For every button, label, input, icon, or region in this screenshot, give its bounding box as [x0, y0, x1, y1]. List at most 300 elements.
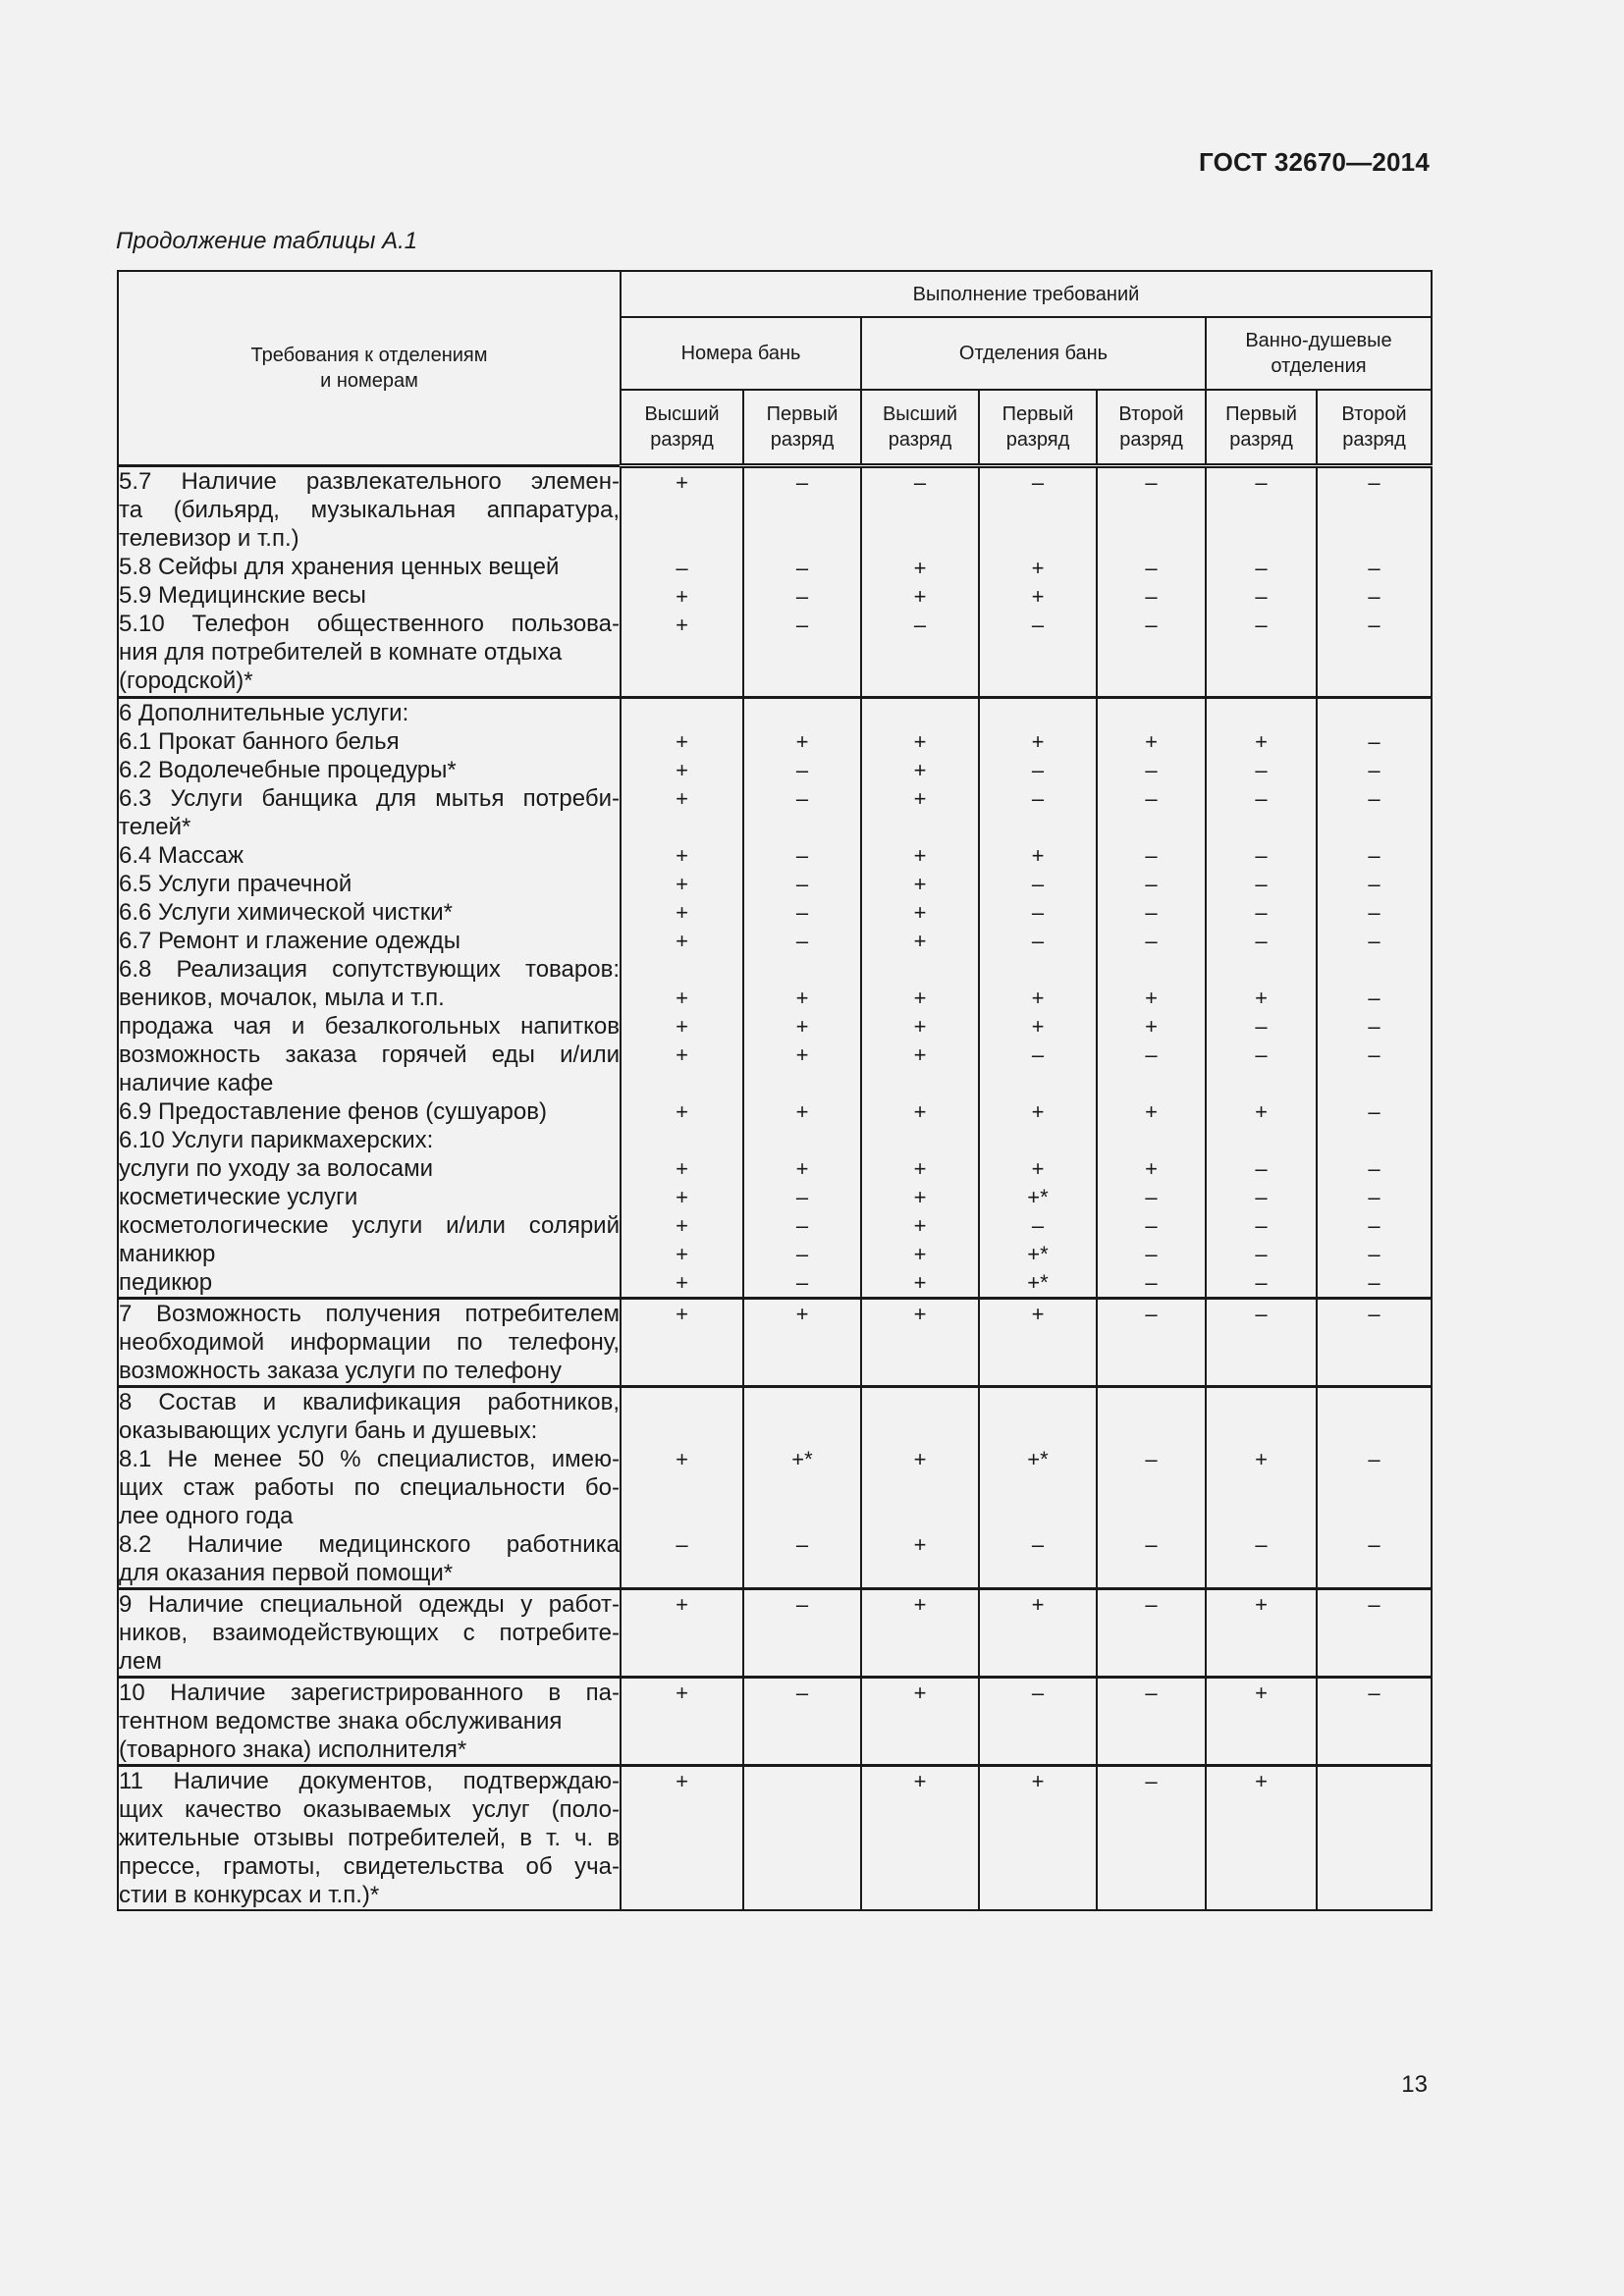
value-mark: –	[1145, 786, 1158, 811]
requirement-line: жительные отзывы потребителей, в т. ч. в	[119, 1825, 620, 1851]
value-mark	[980, 1707, 1096, 1735]
column-header-line: Второй	[1341, 403, 1407, 425]
value-mark: –	[1031, 1681, 1045, 1705]
requirement-line: 6.3 Услуги банщика для мытья потреби-	[119, 785, 620, 812]
column-header-line: Высший	[882, 403, 958, 425]
value-mark: +	[1031, 556, 1045, 580]
value-mark: –	[1145, 1302, 1158, 1326]
requirement-line: тентном ведомстве знака обслуживания	[119, 1708, 563, 1735]
value-mark: –	[913, 613, 927, 637]
value-mark: +	[913, 872, 927, 896]
value-mark	[1318, 667, 1431, 696]
value-mark	[862, 1416, 978, 1445]
value-mark: –	[1145, 1185, 1158, 1209]
value-mark: –	[1255, 1042, 1268, 1067]
requirement-cell	[118, 466, 621, 698]
value-mark: –	[1255, 584, 1268, 609]
value-cell	[621, 698, 743, 1299]
value-mark: –	[1255, 900, 1268, 925]
value-mark	[622, 1328, 742, 1357]
value-mark: –	[1145, 556, 1158, 580]
value-mark: –	[1255, 872, 1268, 896]
value-mark: +	[676, 1099, 688, 1124]
value-mark	[980, 1619, 1096, 1647]
value-mark	[862, 813, 978, 841]
value-mark	[980, 699, 1096, 727]
requirement-line: возможность заказа горячей еды и/или	[119, 1041, 620, 1068]
value-mark	[1098, 525, 1205, 554]
group-header-bath-rooms	[621, 317, 861, 390]
requirement-line: 6.7 Ремонт и глажение одежды	[119, 928, 461, 954]
value-cell	[743, 1678, 861, 1766]
value-mark	[862, 1126, 978, 1154]
value-mark: –	[1368, 729, 1380, 754]
value-mark: –	[1145, 900, 1158, 925]
value-mark	[1318, 1416, 1431, 1445]
value-mark	[1207, 639, 1316, 667]
value-mark: –	[795, 1681, 809, 1705]
value-mark	[1207, 1795, 1316, 1824]
column-header-line: Первый	[766, 403, 839, 425]
value-cell	[1206, 466, 1317, 698]
column-header-line: разряд	[1005, 429, 1070, 451]
value-mark	[1098, 699, 1205, 727]
value-mark: +	[913, 786, 927, 811]
value-mark	[980, 1069, 1096, 1097]
column-header-line: Первый	[1225, 403, 1297, 425]
value-cell	[621, 1766, 743, 1911]
value-mark: +	[676, 872, 688, 896]
value-cell	[621, 1678, 743, 1766]
value-mark	[1207, 1735, 1316, 1764]
value-mark: –	[1368, 786, 1380, 811]
value-cell	[1206, 1766, 1317, 1911]
value-mark	[622, 955, 742, 984]
value-mark: +	[913, 1270, 927, 1295]
value-mark: –	[1255, 1270, 1268, 1295]
value-mark: –	[1368, 584, 1380, 609]
value-mark	[1318, 1328, 1431, 1357]
column-header-line: Высший	[644, 403, 720, 425]
value-mark	[862, 1502, 978, 1530]
value-mark: +	[913, 1447, 927, 1471]
value-mark	[980, 667, 1096, 696]
column-header-line: Второй	[1118, 403, 1184, 425]
value-mark	[622, 1647, 742, 1676]
column-header	[979, 390, 1097, 466]
value-mark: –	[1255, 1242, 1268, 1266]
value-mark: +	[676, 1185, 688, 1209]
value-mark: +	[913, 1681, 927, 1705]
value-mark: –	[1368, 1242, 1380, 1266]
value-mark	[744, 955, 860, 984]
value-mark: +	[1031, 986, 1045, 1010]
value-mark	[1318, 699, 1431, 727]
value-mark: +*	[1027, 1185, 1049, 1209]
value-mark	[1207, 1357, 1316, 1385]
value-mark	[980, 1473, 1096, 1502]
value-mark	[744, 1735, 860, 1764]
value-cell	[621, 1299, 743, 1387]
value-mark: –	[1368, 1681, 1380, 1705]
value-cell	[1317, 466, 1432, 698]
value-mark: +	[913, 1185, 927, 1209]
value-mark	[622, 1416, 742, 1445]
requirement-line: веников, мочалок, мыла и т.п.	[119, 985, 445, 1011]
value-mark	[622, 1388, 742, 1416]
requirement-cell	[118, 1766, 621, 1911]
value-mark	[1318, 1647, 1431, 1676]
value-mark: –	[1255, 843, 1268, 868]
group-header-line: Номера бань	[680, 343, 801, 364]
value-mark: +	[676, 1270, 688, 1295]
table-row	[118, 1678, 1432, 1766]
requirement-line: стии в конкурсах и т.п.)*	[119, 1882, 380, 1908]
requirement-line: возможность заказа услуги по телефону	[119, 1358, 562, 1384]
value-mark: +	[676, 1213, 688, 1238]
value-mark: +*	[1027, 1242, 1049, 1266]
value-cell	[1206, 1589, 1317, 1678]
value-mark: +	[1031, 1302, 1045, 1326]
value-mark	[1098, 497, 1205, 525]
value-mark	[744, 1824, 860, 1852]
value-mark	[744, 1647, 860, 1676]
value-mark: –	[1255, 1213, 1268, 1238]
value-mark	[1098, 1473, 1205, 1502]
value-mark: –	[1368, 1532, 1380, 1557]
value-cell	[1097, 1589, 1206, 1678]
value-mark	[622, 1473, 742, 1502]
value-mark: –	[795, 1185, 809, 1209]
value-mark	[862, 1559, 978, 1587]
value-mark	[622, 1795, 742, 1824]
value-mark: +	[676, 843, 688, 868]
value-mark	[622, 1707, 742, 1735]
value-mark	[622, 667, 742, 696]
value-mark: +	[913, 758, 927, 782]
value-mark: –	[795, 929, 809, 953]
value-mark	[1098, 1502, 1205, 1530]
value-mark: +	[913, 556, 927, 580]
requirement-cell	[118, 1589, 621, 1678]
value-mark	[744, 1795, 860, 1824]
requirement-line: 5.10 Телефон общественного пользова-	[119, 611, 620, 637]
value-cell	[1097, 1387, 1206, 1589]
value-mark: +	[1031, 1014, 1045, 1039]
value-mark	[980, 813, 1096, 841]
value-mark	[1098, 639, 1205, 667]
value-mark: –	[1031, 613, 1045, 637]
value-mark: +	[676, 929, 688, 953]
value-mark	[862, 1824, 978, 1852]
group-header-line: отделения	[1271, 355, 1367, 377]
value-mark	[980, 1416, 1096, 1445]
value-mark: +	[1031, 1769, 1045, 1793]
requirement-line: 6.10 Услуги парикмахерских:	[119, 1127, 434, 1153]
value-mark: –	[795, 1242, 809, 1266]
value-mark	[744, 1559, 860, 1587]
value-mark: +	[913, 1213, 927, 1238]
value-mark: –	[1031, 900, 1045, 925]
value-cell	[1097, 1678, 1206, 1766]
value-mark: +	[1031, 1592, 1045, 1617]
value-mark	[744, 667, 860, 696]
value-mark	[862, 525, 978, 554]
value-mark: +	[676, 758, 688, 782]
value-mark: +	[676, 613, 688, 637]
value-mark: +	[676, 1681, 688, 1705]
value-mark	[744, 699, 860, 727]
value-mark	[862, 667, 978, 696]
value-mark: +	[1031, 1156, 1045, 1181]
value-mark: +	[1031, 584, 1045, 609]
value-cell	[979, 698, 1097, 1299]
value-mark	[744, 1473, 860, 1502]
value-mark: +	[795, 1014, 809, 1039]
value-mark: +	[913, 729, 927, 754]
value-mark	[862, 639, 978, 667]
value-mark: +	[1255, 1681, 1268, 1705]
value-mark	[1207, 813, 1316, 841]
table-row	[118, 1766, 1432, 1911]
value-mark	[980, 1126, 1096, 1154]
value-mark	[862, 1647, 978, 1676]
value-mark	[1318, 525, 1431, 554]
value-mark: –	[1145, 470, 1158, 495]
value-mark: –	[795, 1592, 809, 1617]
value-cell	[743, 698, 861, 1299]
value-mark: –	[1255, 1532, 1268, 1557]
value-mark: –	[795, 556, 809, 580]
value-mark: –	[1368, 1014, 1380, 1039]
value-mark: +	[1255, 986, 1268, 1010]
value-mark	[1207, 1852, 1316, 1881]
value-mark: –	[795, 613, 809, 637]
value-cell	[861, 1387, 979, 1589]
value-mark	[1318, 1824, 1431, 1852]
column-header	[743, 390, 861, 466]
requirement-line: та (бильярд, музыкальная аппаратура,	[119, 497, 620, 523]
value-mark	[1207, 525, 1316, 554]
value-mark: –	[1031, 1042, 1045, 1067]
value-mark: –	[1145, 1769, 1158, 1793]
value-mark	[744, 1502, 860, 1530]
requirement-line: 5.9 Медицинские весы	[119, 582, 366, 609]
requirements-header-line: Требования к отделениям	[250, 345, 488, 366]
value-cell	[1317, 1589, 1432, 1678]
value-mark: +	[795, 1302, 809, 1326]
group-header-line: Отделения бань	[958, 343, 1109, 364]
value-mark	[1318, 1502, 1431, 1530]
value-mark	[862, 699, 978, 727]
table-row	[118, 1299, 1432, 1387]
value-mark: –	[1145, 929, 1158, 953]
value-mark	[980, 1881, 1096, 1909]
requirement-line: 8 Состав и квалификация работников,	[119, 1389, 620, 1415]
value-mark	[1318, 1795, 1431, 1824]
value-mark	[1207, 1126, 1316, 1154]
value-mark	[980, 1824, 1096, 1852]
page-number: 13	[1401, 2071, 1428, 2098]
value-mark: +	[795, 1042, 809, 1067]
value-cell	[979, 466, 1097, 698]
value-mark	[622, 1559, 742, 1587]
value-mark	[622, 639, 742, 667]
value-cell	[743, 466, 861, 698]
value-mark	[862, 1473, 978, 1502]
requirement-cell	[118, 1387, 621, 1589]
table-row	[118, 1589, 1432, 1678]
value-mark: –	[1031, 758, 1045, 782]
value-mark: +	[676, 1156, 688, 1181]
value-cell	[1317, 1387, 1432, 1589]
value-cell	[861, 1766, 979, 1911]
value-mark	[862, 1707, 978, 1735]
requirement-cell	[118, 1678, 621, 1766]
value-mark: +	[795, 1156, 809, 1181]
value-mark: –	[1255, 758, 1268, 782]
value-cell	[979, 1766, 1097, 1911]
value-cell	[1097, 466, 1206, 698]
value-mark: –	[1145, 613, 1158, 637]
value-mark: +	[676, 900, 688, 925]
value-mark	[1207, 1416, 1316, 1445]
value-mark	[980, 1388, 1096, 1416]
value-mark: –	[1145, 584, 1158, 609]
value-mark	[744, 813, 860, 841]
value-mark: +	[913, 584, 927, 609]
column-header-line: разряд	[888, 429, 952, 451]
requirement-line: 9 Наличие специальной одежды у работ-	[119, 1591, 620, 1618]
value-mark	[1098, 1647, 1205, 1676]
value-mark	[1207, 1328, 1316, 1357]
value-mark	[744, 1852, 860, 1881]
requirement-line: (городской)*	[119, 667, 253, 694]
value-mark	[1098, 1824, 1205, 1852]
value-mark: –	[1031, 1532, 1045, 1557]
value-mark	[980, 1735, 1096, 1764]
value-mark: –	[676, 1532, 688, 1557]
value-mark: –	[1368, 613, 1380, 637]
value-mark	[1318, 955, 1431, 984]
value-mark: –	[1368, 758, 1380, 782]
value-mark	[1318, 1388, 1431, 1416]
value-mark	[980, 1795, 1096, 1824]
requirements-table	[117, 270, 1433, 1911]
value-mark	[980, 1647, 1096, 1676]
value-mark: +*	[1027, 1270, 1049, 1295]
value-mark: –	[1368, 1592, 1380, 1617]
value-cell	[621, 466, 743, 698]
value-mark	[744, 525, 860, 554]
value-mark: +	[795, 1099, 809, 1124]
value-mark: –	[1031, 929, 1045, 953]
value-cell	[743, 1387, 861, 1589]
value-mark	[1318, 639, 1431, 667]
requirement-line: телей*	[119, 814, 191, 840]
value-mark: +	[795, 729, 809, 754]
value-mark	[1098, 955, 1205, 984]
value-mark: –	[1145, 758, 1158, 782]
value-mark	[1318, 1069, 1431, 1097]
value-mark: –	[795, 1213, 809, 1238]
value-mark	[744, 1619, 860, 1647]
value-mark	[1098, 813, 1205, 841]
value-mark	[862, 1357, 978, 1385]
value-mark	[622, 1881, 742, 1909]
value-cell	[861, 466, 979, 698]
value-mark: +	[1255, 1447, 1268, 1471]
value-mark	[980, 525, 1096, 554]
requirement-line: косметологические услуги и/или солярий	[119, 1212, 620, 1239]
requirement-line: 6.2 Водолечебные процедуры*	[119, 757, 457, 783]
value-mark: –	[1255, 470, 1268, 495]
value-mark: +	[1255, 1769, 1268, 1793]
value-mark: +	[913, 1014, 927, 1039]
value-mark	[1207, 1707, 1316, 1735]
value-mark: +	[676, 1447, 688, 1471]
value-mark: –	[1031, 1213, 1045, 1238]
value-mark	[1207, 667, 1316, 696]
value-cell	[979, 1589, 1097, 1678]
value-mark: –	[1368, 1270, 1380, 1295]
value-mark: +	[913, 1532, 927, 1557]
value-mark: +	[913, 929, 927, 953]
standard-code: ГОСТ 32670—2014	[1199, 147, 1430, 177]
value-mark: +	[913, 1242, 927, 1266]
column-header	[1317, 390, 1432, 466]
column-header-line: разряд	[1119, 429, 1183, 451]
value-mark	[980, 1357, 1096, 1385]
value-mark	[622, 1069, 742, 1097]
column-header	[1097, 390, 1206, 466]
value-mark: –	[1368, 1156, 1380, 1181]
requirement-line: 6 Дополнительные услуги:	[119, 700, 409, 726]
value-mark	[1318, 1126, 1431, 1154]
group-header-shower-departments	[1206, 317, 1432, 390]
requirement-line: (товарного знака) исполнителя*	[119, 1736, 467, 1763]
value-mark	[1207, 1647, 1316, 1676]
value-cell	[861, 1678, 979, 1766]
value-mark: +	[1031, 843, 1045, 868]
value-mark: +	[676, 1042, 688, 1067]
value-mark	[1207, 1559, 1316, 1587]
value-mark: –	[795, 843, 809, 868]
value-mark	[744, 1126, 860, 1154]
value-mark: –	[795, 786, 809, 811]
value-mark: –	[1145, 1213, 1158, 1238]
value-mark: +	[795, 986, 809, 1010]
value-mark: –	[1145, 1532, 1158, 1557]
value-mark	[622, 1735, 742, 1764]
value-mark: –	[1145, 872, 1158, 896]
value-mark: –	[1255, 1156, 1268, 1181]
value-cell	[1317, 1766, 1432, 1911]
column-header-line: разряд	[650, 429, 714, 451]
requirement-line: 8.2 Наличие медицинского работника	[119, 1531, 620, 1558]
value-cell	[1206, 1299, 1317, 1387]
value-mark	[622, 1852, 742, 1881]
value-mark: –	[1255, 786, 1268, 811]
column-header-line: разряд	[1229, 429, 1293, 451]
value-mark	[1098, 1559, 1205, 1587]
requirement-line: услуги по уходу за волосами	[119, 1155, 433, 1182]
value-mark	[1207, 955, 1316, 984]
value-mark: +	[676, 786, 688, 811]
value-mark	[1318, 813, 1431, 841]
requirement-line: ников, взаимодействующих с потребите-	[119, 1620, 620, 1646]
value-mark	[622, 497, 742, 525]
